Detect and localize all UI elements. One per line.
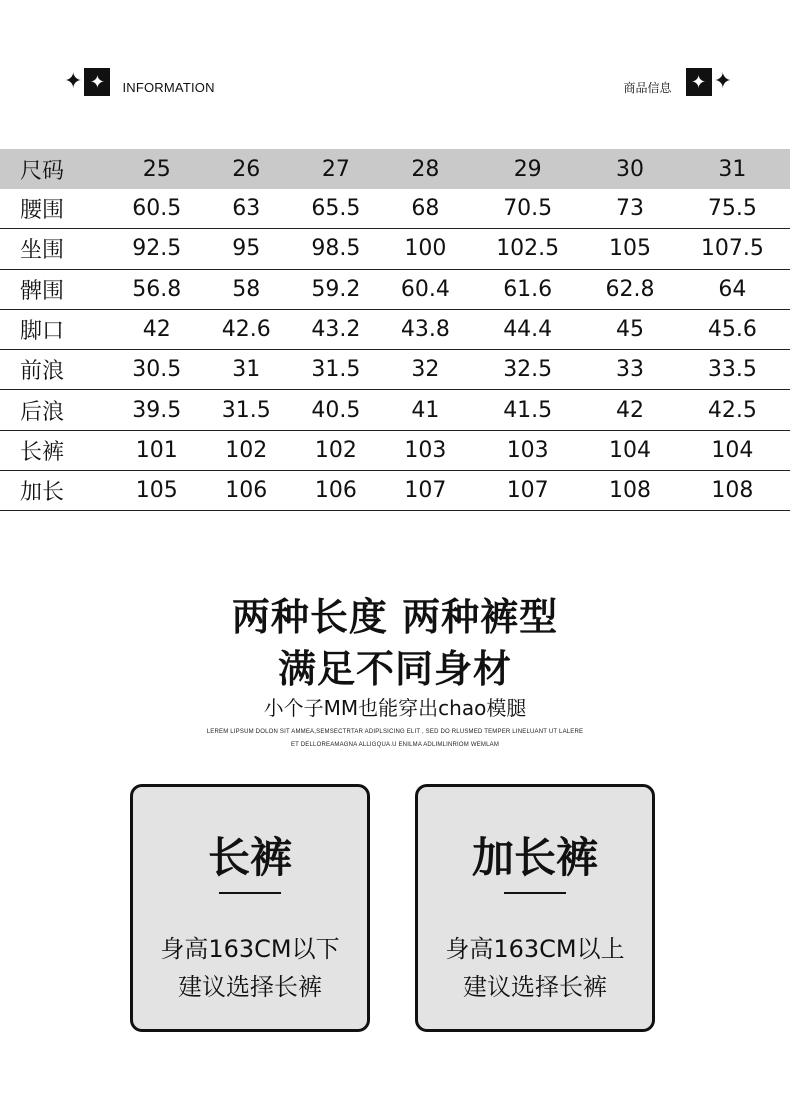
- card-title: 加长裤: [471, 833, 598, 882]
- size-header-cell: 26: [202, 149, 292, 189]
- table-cell: 44.4: [470, 309, 585, 349]
- table-cell: 101: [112, 430, 202, 470]
- row-label: 长裤: [0, 430, 112, 470]
- table-cell: 30.5: [112, 350, 202, 390]
- table-cell: 39.5: [112, 390, 202, 430]
- table-cell: 102.5: [470, 229, 585, 269]
- table-cell: 108: [585, 471, 675, 511]
- table-cell: 104: [585, 430, 675, 470]
- table-cell: 40.5: [291, 390, 381, 430]
- sparkle-icon: ✦: [64, 69, 83, 94]
- table-cell: 95: [202, 229, 292, 269]
- table-cell: 33.5: [675, 350, 790, 390]
- table-row: [0, 350, 790, 390]
- card-text-line-1: 身高163CM以上: [445, 935, 625, 963]
- table-cell: 60.5: [112, 189, 202, 229]
- table-cell: 61.6: [470, 269, 585, 309]
- row-label: 后浪: [0, 390, 112, 430]
- info-header-right: [624, 68, 732, 96]
- headline-line-2: 满足不同身材: [277, 647, 512, 691]
- table-cell: 42: [112, 309, 202, 349]
- card-title: 长裤: [207, 833, 292, 882]
- info-header-left: [64, 68, 215, 96]
- table-cell: 98.5: [291, 229, 381, 269]
- table-row: [0, 229, 790, 269]
- table-cell: 70.5: [470, 189, 585, 229]
- table-row: [0, 471, 790, 511]
- table-row: [0, 269, 790, 309]
- card-regular-length: [130, 784, 370, 1032]
- sparkle-icon: ✦: [713, 69, 732, 94]
- table-header-row: [0, 149, 790, 189]
- table-cell: 33: [585, 350, 675, 390]
- card-text-line-1: 身高163CM以下: [160, 935, 340, 963]
- table-cell: 103: [470, 430, 585, 470]
- table-cell: 31.5: [202, 390, 292, 430]
- table-cell: 108: [675, 471, 790, 511]
- table-cell: 42.6: [202, 309, 292, 349]
- table-cell: 60.4: [381, 269, 471, 309]
- row-label: 前浪: [0, 350, 112, 390]
- card-text-line-2: 建议选择长裤: [463, 973, 607, 1001]
- row-label: 髀围: [0, 269, 112, 309]
- table-cell: 65.5: [291, 189, 381, 229]
- table-cell: 32: [381, 350, 471, 390]
- table-cell: 92.5: [112, 229, 202, 269]
- row-label: 腰围: [0, 189, 112, 229]
- table-cell: 56.8: [112, 269, 202, 309]
- table-cell: 58: [202, 269, 292, 309]
- table-cell: 104: [675, 430, 790, 470]
- table-cell: 102: [202, 430, 292, 470]
- subtitle: 小个子MM也能穿出chao模腿: [263, 696, 527, 720]
- table-cell: 41.5: [470, 390, 585, 430]
- table-cell: 75.5: [675, 189, 790, 229]
- card-divider: [219, 892, 281, 894]
- row-label: 加长: [0, 471, 112, 511]
- table-cell: 103: [381, 430, 471, 470]
- table-cell: 105: [585, 229, 675, 269]
- table-cell: 100: [381, 229, 471, 269]
- table-cell: 68: [381, 189, 471, 229]
- table-cell: 42: [585, 390, 675, 430]
- table-cell: 41: [381, 390, 471, 430]
- table-header-label: 尺码: [0, 149, 112, 189]
- table-cell: 43.8: [381, 309, 471, 349]
- table-row: [0, 309, 790, 349]
- fine-print-line-1: LEREM LIPSUM DOLON SIT AMMEA,SEMSECTRTAR ADIPLSICING ELIT , SED DO RLUSMED TEMPER LINELUANT UT LALERE: [206, 729, 584, 735]
- table-cell: 106: [291, 471, 381, 511]
- product-info-label: 商品信息: [623, 80, 672, 95]
- table-cell: 32.5: [470, 350, 585, 390]
- information-label: INFORMATION: [122, 79, 215, 95]
- sparkle-box-icon: ✦: [686, 68, 712, 96]
- table-cell: 107.5: [675, 229, 790, 269]
- size-header-cell: 27: [291, 149, 381, 189]
- table-cell: 62.8: [585, 269, 675, 309]
- size-header-cell: 31: [675, 149, 790, 189]
- table-cell: 45.6: [675, 309, 790, 349]
- row-label: 脚口: [0, 309, 112, 349]
- table-row: [0, 430, 790, 470]
- table-cell: 107: [470, 471, 585, 511]
- table-cell: 31: [202, 350, 292, 390]
- size-header-cell: 28: [381, 149, 471, 189]
- table-cell: 42.5: [675, 390, 790, 430]
- table-cell: 106: [202, 471, 292, 511]
- card-text-line-2: 建议选择长裤: [178, 973, 322, 1001]
- card-divider: [504, 892, 566, 894]
- table-cell: 59.2: [291, 269, 381, 309]
- table-cell: 45: [585, 309, 675, 349]
- table-row: [0, 189, 790, 229]
- headline-line-1: 两种长度 两种裤型: [231, 595, 559, 639]
- table-cell: 43.2: [291, 309, 381, 349]
- row-label: 坐围: [0, 229, 112, 269]
- table-cell: 73: [585, 189, 675, 229]
- size-header-cell: 25: [112, 149, 202, 189]
- fine-print-line-2: ET DELLOREAMAGNA ALLIGQUA.U ENILMA ADLIMLINRIOM WEMLAM: [290, 742, 500, 748]
- table-cell: 64: [675, 269, 790, 309]
- size-header-cell: 29: [470, 149, 585, 189]
- table-cell: 107: [381, 471, 471, 511]
- table-cell: 63: [202, 189, 292, 229]
- sparkle-box-icon: ✦: [84, 68, 110, 96]
- table-cell: 102: [291, 430, 381, 470]
- size-header-cell: 30: [585, 149, 675, 189]
- card-extra-length: [415, 784, 655, 1032]
- table-cell: 105: [112, 471, 202, 511]
- size-chart-table: [0, 149, 790, 511]
- table-cell: 31.5: [291, 350, 381, 390]
- table-row: [0, 390, 790, 430]
